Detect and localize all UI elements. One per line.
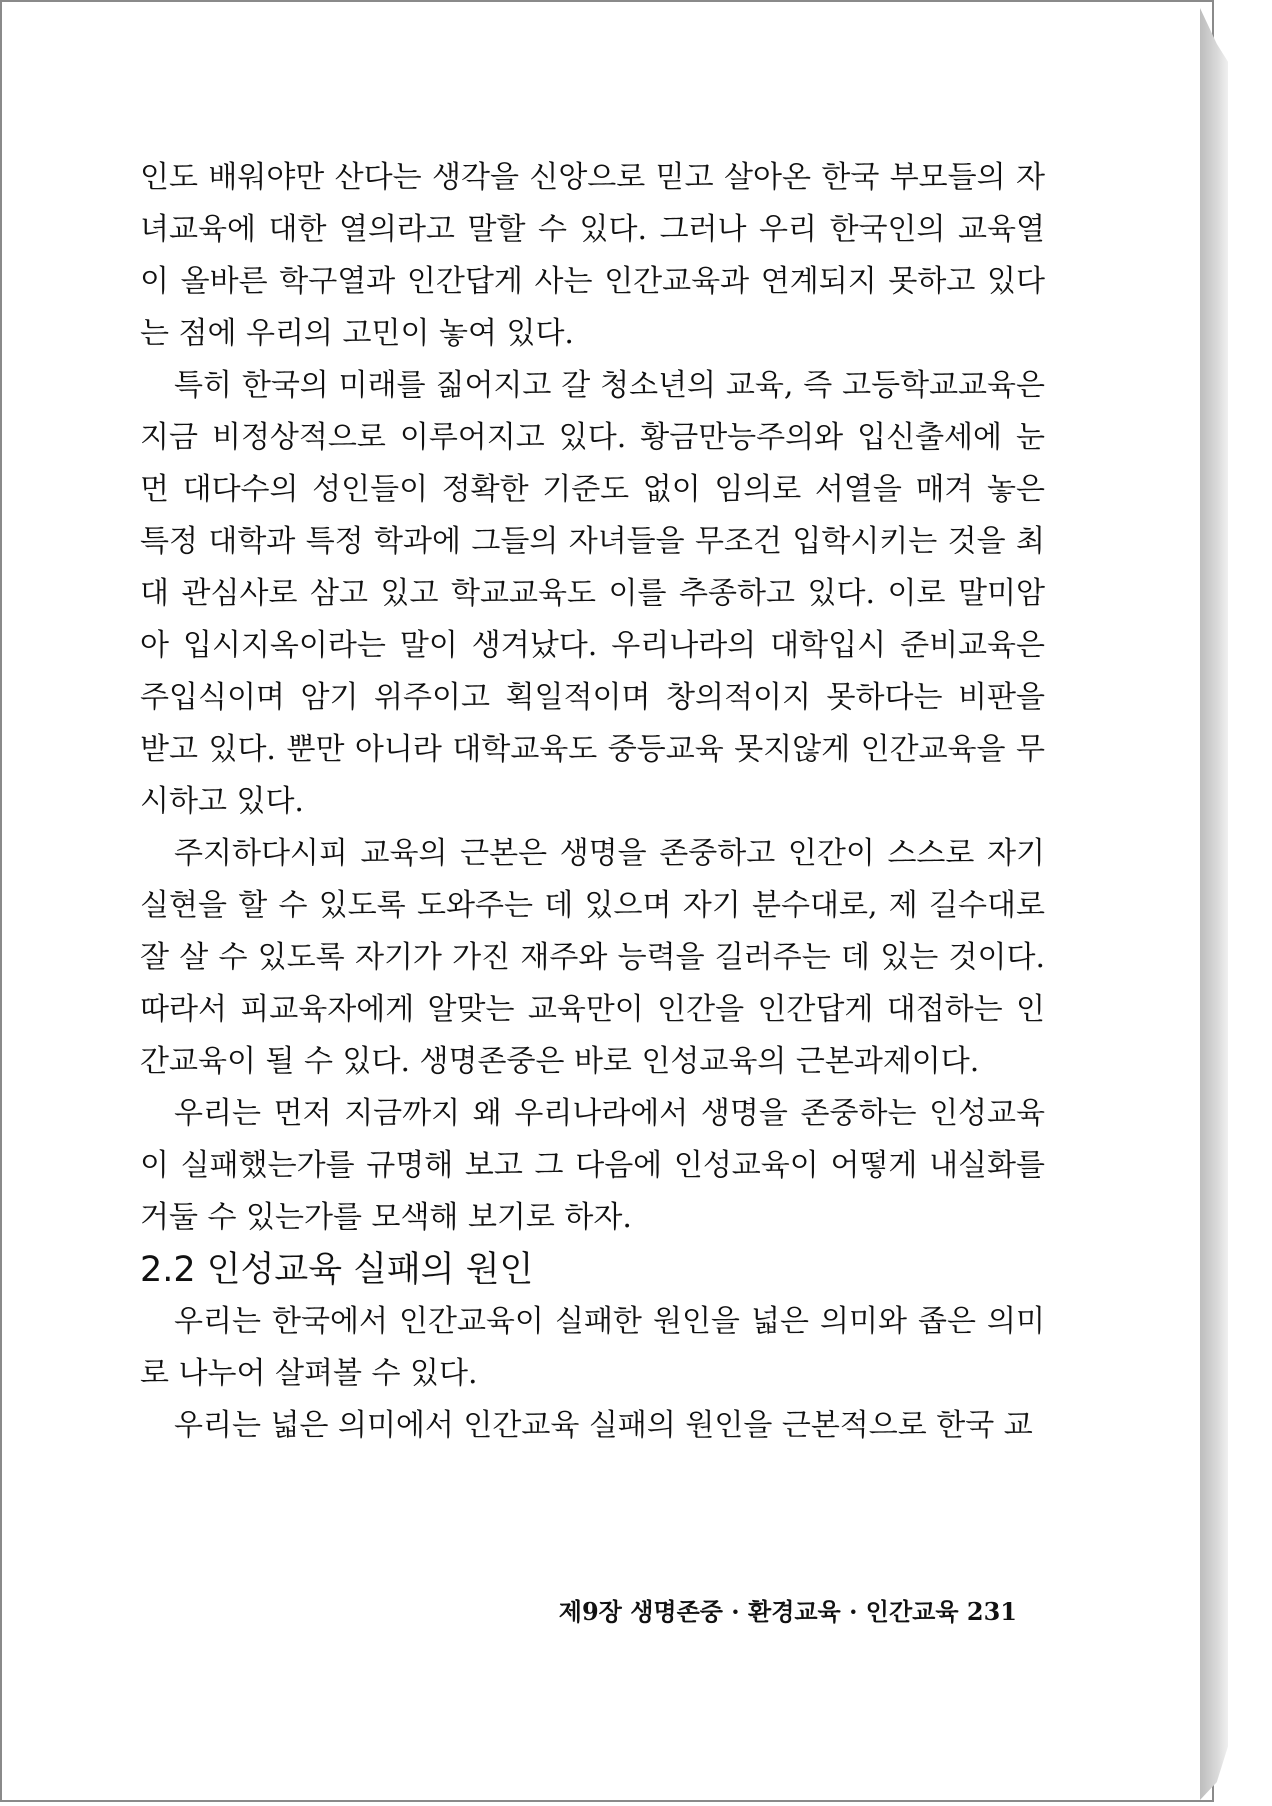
paragraph-6: 우리는 넓은 의미에서 인간교육 실패의 원인을 근본적으로 한국 교	[174, 1408, 1033, 1443]
paragraph-4: 우리는 먼저 지금까지 왜 우리나라에서 생명을 존중하는 인성교육이 실패했는가를 규명해 보고 그 다음에 인성교육이 어떻게 내실화를 거둘 수 있는가를 모색해 보기로 하자.	[140, 1096, 1045, 1235]
paragraph-3: 주지하다시피 교육의 근본은 생명을 존중하고 인간이 스스로 자기실현을 할 수 있도록 도와주는 데 있으며 자기 분수대로, 제 길수대로 잘 살 수 있도록 자기가 가진 재주와 능력을 길러주는 데 있는 것이다. 따라서 피교육자에게 알맞는 교육만이 인간을 인간답게 대접하는 인간교육이 될 수 있다. 생명존중은 바로 인성교육의 근본과제이다.	[140, 836, 1045, 1079]
page-edge-shadow	[1200, 8, 1228, 1800]
paragraph-1: 인도 배워야만 산다는 생각을 신앙으로 믿고 살아온 한국 부모들의 자녀교육에 대한 열의라고 말할 수 있다. 그러나 우리 한국인의 교육열이 올바른 학구열과 인간답게 사는 인간교육과 연계되지 못하고 있다는 점에 우리의 고민이 놓여 있다.	[140, 160, 1045, 351]
paragraph-5: 우리는 한국에서 인간교육이 실패한 원인을 넓은 의미와 좁은 의미로 나누어 살펴볼 수 있다.	[140, 1304, 1045, 1391]
paragraph-2: 특히 한국의 미래를 짊어지고 갈 청소년의 교육, 즉 고등학교교육은 지금 비정상적으로 이루어지고 있다. 황금만능주의와 입신출세에 눈먼 대다수의 성인들이 정확한 기준도 없이 임의로 서열을 매겨 놓은 특정 대학과 특정 학과에 그들의 자녀들을 무조건 입학시키는 것을 최대 관심사로 삼고 있고 학교교육도 이를 추종하고 있다. 이로 말미암아 입시지옥이라는 말이 생겨났다. 우리나라의 대학입시 준비교육은 주입식이며 암기 위주이고 획일적이며 창의적이지 못하다는 비판을 받고 있다. 뿐만 아니라 대학교육도 중등교육 못지않게 인간교육을 무시하고 있다.	[140, 368, 1045, 819]
section-heading: 2.2 인성교육 실패의 원인	[140, 1250, 534, 1290]
body-text	[140, 152, 1045, 1452]
page-footer: 제9장 생명존중 · 환경교육 · 인간교육 231	[558, 1597, 1017, 1626]
